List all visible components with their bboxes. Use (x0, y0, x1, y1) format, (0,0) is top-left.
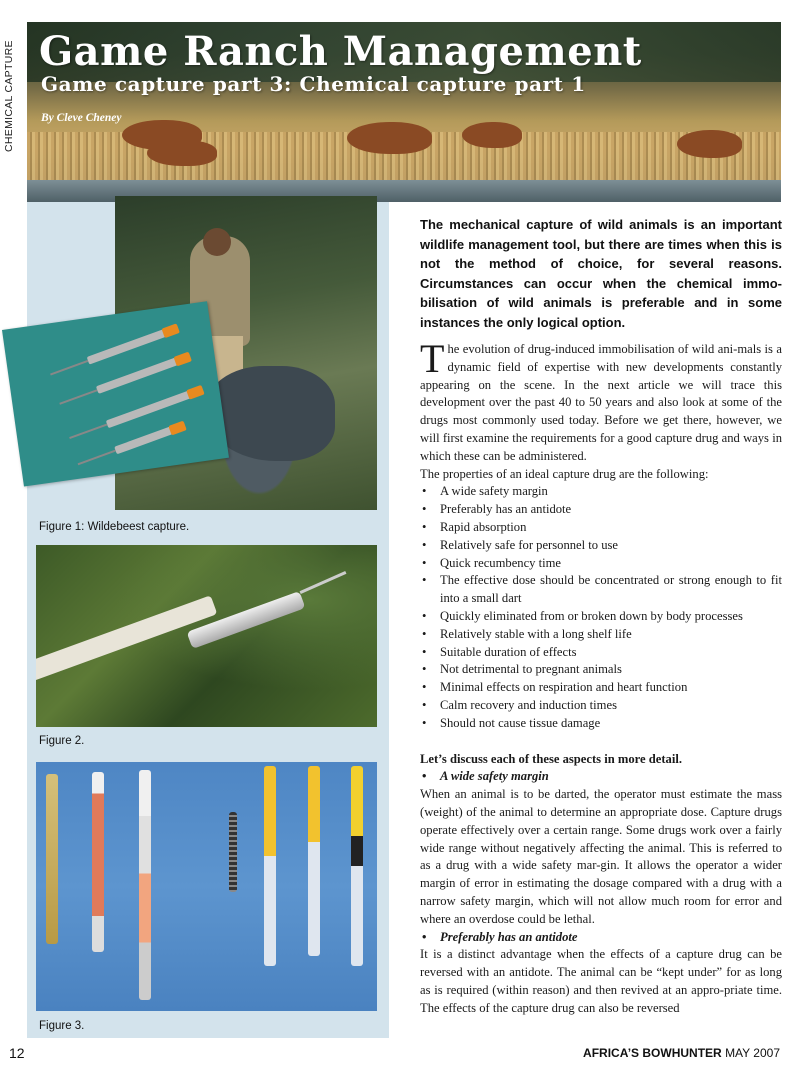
dart-image (92, 772, 104, 952)
list-item: • A wide safety margin (420, 483, 782, 501)
list-item: • Not detrimental to pregnant animals (420, 661, 782, 679)
figure-2-photo (36, 545, 377, 727)
list-item: • Should not cause tissue damage (420, 715, 782, 733)
dart-image (96, 357, 179, 394)
section-label: CHEMICAL CAPTURE (3, 40, 15, 152)
section-text: It is a distinct advantage when the effects of a capture drug can be reversed with an antidote. The animal can be “kept under” for as long as is required (within reason) and then revived at an appro-priate time. The effects of the capture drug can also be reversed (420, 947, 782, 1015)
issue-date: MAY 2007 (725, 1046, 780, 1060)
dart-image (264, 766, 276, 966)
list-item: • The effective dose should be concentrated or strong enough to fit into a small dart (420, 572, 782, 608)
impala-image (462, 122, 522, 148)
spring-image (229, 812, 237, 892)
darts-inset-photo (2, 301, 229, 486)
figure-2-caption: Figure 2. (39, 735, 85, 747)
dart-image (308, 766, 320, 956)
footer-magazine (583, 1046, 780, 1060)
figure-3-photo (36, 762, 377, 1011)
drop-cap: T (420, 336, 445, 381)
impala-image (677, 130, 742, 158)
list-item: • Suitable duration of effects (420, 644, 782, 662)
intro-text: he evolution of drug-induced immobilisation of wild ani-mals is a dynamic field of expertise with new developments constantly appearing on the scene. In the next article we will trace this development over the past 40 to 50 years and also look at some of the drugs most commonly used today. Before we get there, however, we will first examine the requirements for a good capture drug and ways in which these can be administered. (420, 342, 782, 463)
page-subtitle: Game capture part 3: Chemical capture part 1 (41, 72, 586, 96)
discussion-title: Let’s discuss each of these aspects in more detail. (420, 751, 682, 766)
list-item: • Relatively stable with a long shelf life (420, 626, 782, 644)
article-body (420, 336, 782, 1017)
impala-image (147, 140, 217, 166)
list-item: • Preferably has an antidote (420, 501, 782, 519)
page-title: Game Ranch Management (39, 28, 642, 75)
impala-image (347, 122, 432, 154)
byline: By Cleve Cheney (41, 112, 122, 124)
header-banner (27, 22, 781, 202)
magazine-name: AFRICA’S BOWHUNTER (583, 1046, 722, 1060)
dart-image (114, 426, 173, 454)
list-item: • Quickly eliminated from or broken down by body processes (420, 608, 782, 626)
list-item: • Quick recumbency time (420, 555, 782, 573)
figure-1-caption: Figure 1: Wildebeest capture. (39, 521, 190, 533)
dart-image (139, 770, 151, 1000)
section-heading: • A wide safety margin (420, 768, 782, 786)
list-item: • Rapid absorption (420, 519, 782, 537)
ranger-head (203, 228, 231, 256)
section-heading: • Preferably has an antidote (420, 929, 782, 947)
section-text: When an animal is to be darted, the operator must estimate the mass (weight) of the animal to determine an appropriate dose. Capture drugs operate effectively over a certain range. Some drugs work over a fairly wide range without negatively affecting the animal. This is referred to as a drug with a wide safety mar-gin. It allows the operator a wider margin of error in estimating the dosage compared with a drug with a narrow safety margin, which will not allow much room for error and where an overdose could be lethal. (420, 787, 782, 926)
properties-title: The properties of an ideal capture drug are the following: (420, 466, 709, 481)
dart-image (87, 329, 167, 365)
page-number: 12 (9, 1045, 25, 1061)
list-item: • Minimal effects on respiration and heart function (420, 679, 782, 697)
dart-image (46, 774, 58, 944)
needle-tip (300, 571, 347, 594)
dart-image (351, 766, 363, 966)
intro-paragraph (420, 336, 782, 466)
lead-paragraph: The mechanical capture of wild animals is an important wildlife management tool, but there are times when this is not the method of choice, for several reasons. Circumstances can occur when the chemical immo-bilisation of wild animals is preferable and in some instances the only logical option. (420, 217, 782, 330)
properties-list (420, 483, 782, 732)
figure-3-caption: Figure 3. (39, 1020, 85, 1032)
list-item: • Relatively safe for personnel to use (420, 537, 782, 555)
list-item: • Calm recovery and induction times (420, 697, 782, 715)
